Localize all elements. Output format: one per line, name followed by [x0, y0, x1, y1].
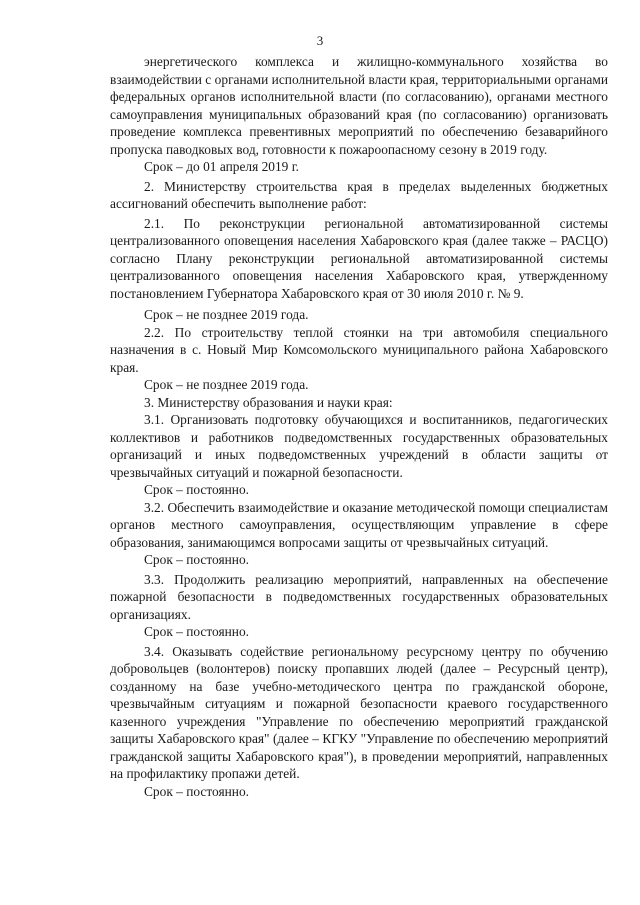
deadline-line: Срок – постоянно.	[144, 552, 250, 567]
paragraph-item-3: 3. Министерству образования и науки края:	[144, 394, 393, 410]
deadline-line: Срок – не позднее 2019 года.	[144, 307, 309, 322]
paragraph-item-2: 2. Министерству строительства края в пределах выделенных бюджетных ассигнований обеспечить выполнение работ:	[110, 178, 608, 211]
deadline-line: Срок – до 01 апреля 2019 г.	[144, 159, 300, 174]
paragraph-continuation: энергетического комплекса и жилищно-коммунального хозяйства во взаимодействии с органами исполнительной власти края, территориальными органами федеральных органов исполнительной власти (по согласованию), органами местного самоуправления муниципальных образований края (по согласованию) организовать проведение комплекса превентивных мероприятий по обеспечению безаварийного пропуска паводковых вод, готовности к пожароопасному сезону в 2019 году.	[110, 54, 608, 157]
paragraph-item-3-2: 3.2. Обеспечить взаимодействие и оказание методической помощи специалистам органов местного самоуправления, осуществляющим управление в сфере образования, занимающимся вопросами защиты от чрезвычайных ситуаций.	[110, 499, 608, 550]
paragraph-item-2-2: 2.2. По строительству теплой стоянки на три автомобиля специального назначения в с. Новый Мир Комсомольского муниципального района Хабаровского края.	[110, 324, 608, 375]
document-body	[110, 53, 608, 800]
paragraph-item-3-1: 3.1. Организовать подготовку обучающихся и воспитанников, педагогических коллективов и работников подведомственных государственных образовательных организаций и иных подведомственных учреждений в области защиты от чрезвычайных ситуаций и пожарной безопасности.	[110, 412, 608, 480]
page-number: 3	[316, 33, 324, 48]
paragraph-item-3-3: 3.3. Продолжить реализацию мероприятий, направленных на обеспечение пожарной безопасности в подведомственных государственных образовательных организациях.	[110, 571, 608, 622]
deadline-line: Срок – постоянно.	[144, 783, 250, 799]
paragraph-item-3-4: 3.4. Оказывать содействие региональному ресурсному центру по обучению добровольцев (волонтеров) поиску пропавших людей (далее – Ресурсный центр), созданному на базе учебно-методического центра по гражданской обороне, чрезвычайным ситуациям и пожарной безопасности краевого государственного казенного учреждения "Управление по обеспечению мероприятий гражданской защиты Хабаровского края" (далее – КГКУ "Управление по обеспечению мероприятий гражданской защиты Хабаровского края"), в проведении мероприятий, направленных на профилактику пропажи детей.	[110, 643, 608, 781]
deadline-line: Срок – постоянно.	[144, 482, 250, 497]
paragraph-item-2-1: 2.1. По реконструкции региональной автоматизированной системы централизованного оповещения населения Хабаровского края (далее также – РАСЦО) согласно Плану реконструкции региональной автоматизированной системы централизованного оповещения населения Хабаровского края, утвержденному постановлением Губернатора Хабаровского края от 30 июля 2010 г. № 9.	[110, 215, 608, 301]
deadline-line: Срок – не позднее 2019 года.	[144, 377, 309, 392]
deadline-line: Срок – постоянно.	[144, 624, 250, 639]
